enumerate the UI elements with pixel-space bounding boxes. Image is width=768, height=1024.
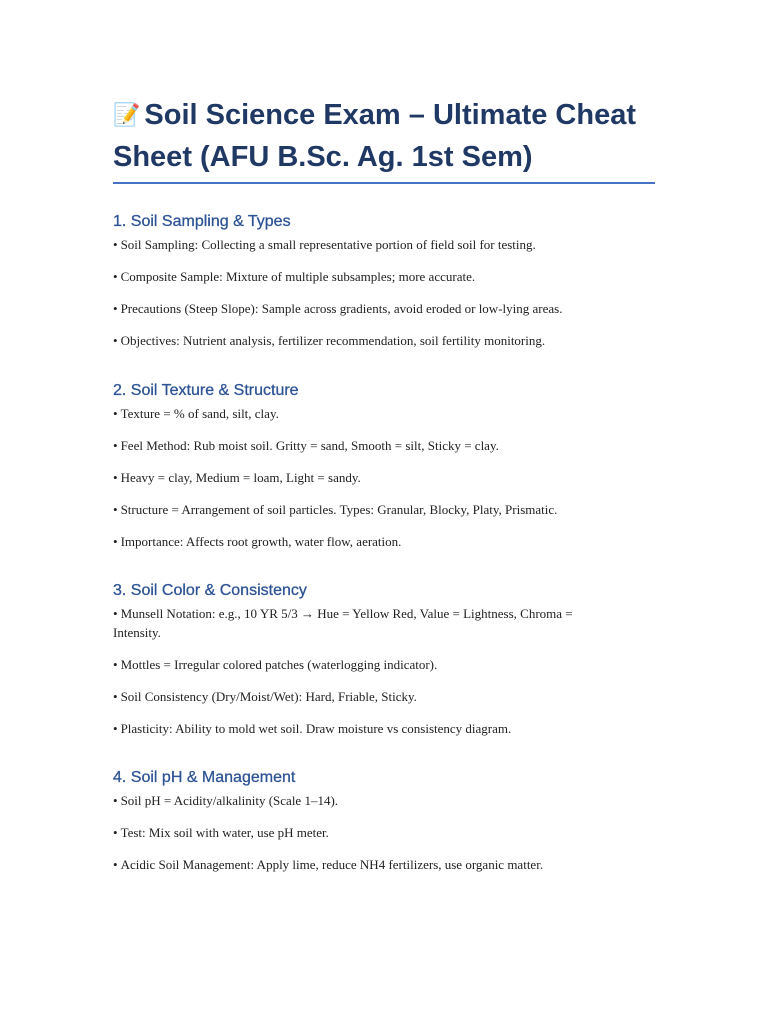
list-item-text: Precautions (Steep Slope): Sample across gradients, avoid eroded or low-lying areas.	[120, 301, 563, 316]
bullet-list	[113, 236, 655, 351]
bullet-marker: •	[113, 533, 118, 549]
list-item	[113, 792, 613, 811]
bullet-marker: •	[113, 720, 118, 736]
bullet-marker: •	[113, 857, 118, 872]
section-heading: 2. Soil Texture & Structure	[113, 381, 299, 399]
bullet-marker: •	[113, 405, 118, 421]
sections-container	[113, 212, 655, 875]
list-item	[113, 300, 613, 319]
bullet-marker: •	[113, 501, 118, 517]
list-item-text: Soil Sampling: Collecting a small representative portion of field soil for testing.	[120, 237, 536, 252]
list-item	[113, 688, 613, 707]
list-item-text: Soil pH = Acidity/alkalinity (Scale 1–14).	[120, 793, 339, 808]
bullet-list	[113, 605, 655, 738]
section-3	[113, 581, 655, 738]
bullet-marker: •	[113, 606, 118, 621]
list-item-text: Munsell Notation: e.g., 10 YR 5/3 → Hue = Yellow Red, Value = Lightness, Chroma = Intensity.	[113, 606, 573, 640]
bullet-marker: •	[113, 825, 118, 840]
section-2	[113, 381, 655, 552]
list-item	[113, 605, 613, 642]
section-1	[113, 212, 655, 351]
list-item-text: Feel Method: Rub moist soil. Gritty = sand, Smooth = silt, Sticky = clay.	[120, 437, 499, 453]
bullet-list	[113, 405, 655, 552]
list-item	[113, 469, 613, 488]
list-item	[113, 856, 613, 875]
document-title	[113, 94, 655, 184]
memo-icon: 📝	[113, 103, 141, 128]
list-item	[113, 824, 613, 843]
section-heading: 4. Soil pH & Management	[113, 769, 296, 786]
list-item	[113, 501, 613, 520]
bullet-marker: •	[113, 469, 118, 485]
bullet-list	[113, 792, 655, 875]
list-item	[113, 656, 613, 675]
bullet-marker: •	[113, 793, 118, 808]
list-item-text: Mottles = Irregular colored patches (waterlogging indicator).	[120, 656, 438, 672]
list-item-text: Plasticity: Ability to mold wet soil. Draw moisture vs consistency diagram.	[120, 720, 512, 736]
document-page	[113, 94, 655, 875]
list-item-text: Objectives: Nutrient analysis, fertilizer recommendation, soil fertility monitoring.	[120, 333, 546, 348]
list-item	[113, 332, 613, 351]
section-4	[113, 768, 655, 875]
list-item	[113, 437, 613, 456]
list-item-text: Composite Sample: Mixture of multiple subsamples; more accurate.	[120, 269, 476, 284]
list-item	[113, 533, 613, 552]
bullet-marker: •	[113, 656, 118, 672]
list-item-text: Soil Consistency (Dry/Moist/Wet): Hard, Friable, Sticky.	[120, 688, 417, 704]
list-item-text: Texture = % of sand, silt, clay.	[120, 405, 279, 421]
list-item-text: Heavy = clay, Medium = loam, Light = sandy.	[120, 469, 361, 485]
section-heading: 1. Soil Sampling & Types	[113, 213, 291, 230]
list-item-text: Importance: Affects root growth, water flow, aeration.	[120, 533, 402, 549]
section-heading: 3. Soil Color & Consistency	[113, 582, 307, 599]
bullet-marker: •	[113, 333, 118, 348]
bullet-marker: •	[113, 301, 118, 316]
bullet-marker: •	[113, 269, 118, 284]
list-item	[113, 268, 613, 287]
list-item-text: Acidic Soil Management: Apply lime, reduce NH4 fertilizers, use organic matter.	[120, 857, 544, 872]
document-title-text: Soil Science Exam – Ultimate Cheat Sheet (AFU B.Sc. Ag. 1st Sem)	[113, 99, 636, 173]
list-item-text: Test: Mix soil with water, use pH meter.	[120, 825, 329, 840]
list-item-text: Structure = Arrangement of soil particles. Types: Granular, Blocky, Platy, Prismatic.	[120, 501, 558, 517]
list-item	[113, 236, 613, 255]
list-item	[113, 720, 613, 739]
bullet-marker: •	[113, 688, 118, 704]
bullet-marker: •	[113, 437, 118, 453]
bullet-marker: •	[113, 237, 118, 252]
list-item	[113, 405, 613, 424]
